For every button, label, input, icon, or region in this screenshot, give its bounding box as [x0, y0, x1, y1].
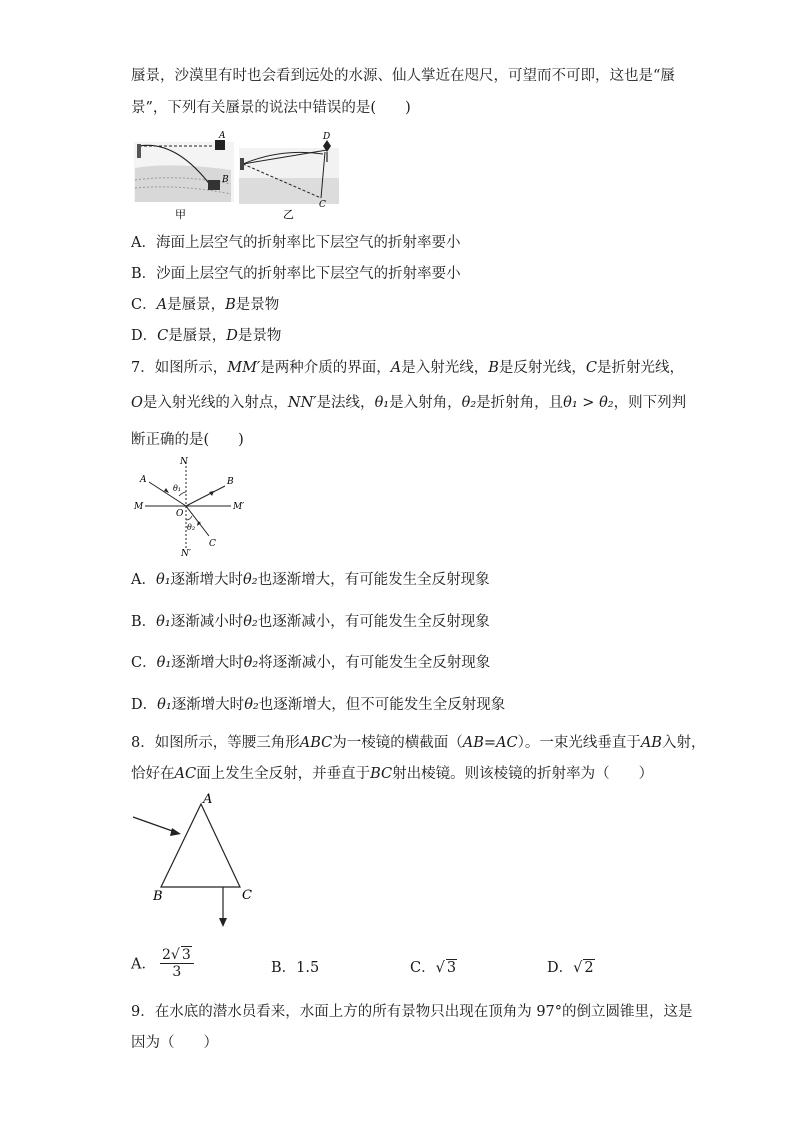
- q7-option-a[interactable]: A．θ₁逐渐增大时θ₂也逐渐增大，有可能发生全反射现象: [131, 572, 490, 588]
- q8-options-row: [131, 946, 651, 986]
- fig7-label-n: N: [180, 457, 188, 467]
- q7-option-d[interactable]: D．θ₁逐渐增大时θ₂也逐渐增大，但不可能发生全反射现象: [131, 697, 506, 713]
- q8-option-d[interactable]: D．√ 2: [547, 960, 594, 976]
- fig7-label-theta2: θ₂: [187, 523, 196, 532]
- fig7-label-a: A: [140, 475, 147, 485]
- q7-refraction-figure: [131, 454, 256, 558]
- fig7-label-c: C: [209, 539, 216, 549]
- fig-caption-left: 甲: [175, 208, 186, 221]
- fig-caption-right: 乙: [283, 208, 294, 221]
- fig7-label-o: O: [176, 509, 184, 519]
- fig7-label-b: B: [227, 477, 234, 487]
- q8-stem-line1: 8．如图所示，等腰三角形ABC为一棱镜的横截面（AB=AC）。一束光线垂直于AB入射，: [131, 735, 706, 751]
- q8-option-b[interactable]: B．1.5: [271, 960, 320, 976]
- fig-label-d: D: [323, 132, 331, 142]
- fig-label-b: B: [222, 175, 229, 185]
- q8-option-c[interactable]: C．√ 3: [410, 960, 457, 976]
- q7-stem-line3: 断正确的是( ): [131, 432, 244, 448]
- fig8-label-c: C: [242, 888, 252, 903]
- q7-stem-line2: O是入射光线的入射点，NN′是法线，θ₁是入射角，θ₂是折射角，且θ₁ > θ₂，则下列判: [131, 395, 687, 411]
- q8-prism-figure: [131, 790, 266, 932]
- q8-option-a-fraction: $\frac{2√ 3}{3}$: [160, 946, 194, 980]
- q8-stem-line2: 恰好在AC面上发生全反射，并垂直于BC射出棱镜。则该棱镜的折射率为（ ）: [131, 766, 654, 782]
- q9-stem-line1: 9．在水底的潜水员看来，水面上方的所有景物只出现在顶角为 97°的倒立圆锥里，这是: [131, 1004, 693, 1020]
- fig-label-a: A: [219, 131, 226, 141]
- q6-option-c[interactable]: C．A是蜃景，B是景物: [131, 297, 280, 313]
- fig8-label-b: B: [153, 889, 163, 904]
- q7-option-b[interactable]: B．θ₁逐渐减小时θ₂也逐渐减小，有可能发生全反射现象: [131, 614, 490, 630]
- q6-mirage-figure: [131, 128, 346, 222]
- q6-option-a[interactable]: A．海面上层空气的折射率比下层空气的折射率要小: [131, 235, 461, 251]
- fig7-label-m: M: [134, 502, 144, 512]
- mirage-desert-panel: [239, 140, 339, 204]
- mirage-sea-panel: [134, 140, 234, 202]
- q6-option-d[interactable]: D．C是蜃景，D是景物: [131, 328, 282, 344]
- q8-option-a[interactable]: A． $\frac{2√ 3}{3}$: [131, 946, 194, 980]
- q6-stem-line1: 蜃景，沙漠里有时也会看到远处的水源、仙人掌近在咫尺，可望而不可即，这也是“蜃: [131, 68, 675, 84]
- q6-option-b[interactable]: B．沙面上层空气的折射率比下层空气的折射率要小: [131, 266, 461, 282]
- fig-label-c: C: [319, 200, 326, 210]
- fig7-label-mprime: M′: [233, 502, 245, 512]
- fig7-label-nprime: N′: [181, 549, 191, 558]
- q7-option-c[interactable]: C．θ₁逐渐增大时θ₂将逐渐减小，有可能发生全反射现象: [131, 655, 491, 671]
- fig8-label-a: A: [203, 792, 213, 807]
- q6-stem-line2: 景”，下列有关蜃景的说法中错误的是( ): [131, 100, 411, 116]
- q7-stem-line1: 7．如图所示，MM′是两种介质的界面，A是入射光线，B是反射光线，C是折射光线，: [131, 360, 684, 376]
- fig7-label-theta1: θ₁: [173, 484, 182, 493]
- q9-stem-line2: 因为（ ）: [131, 1035, 218, 1051]
